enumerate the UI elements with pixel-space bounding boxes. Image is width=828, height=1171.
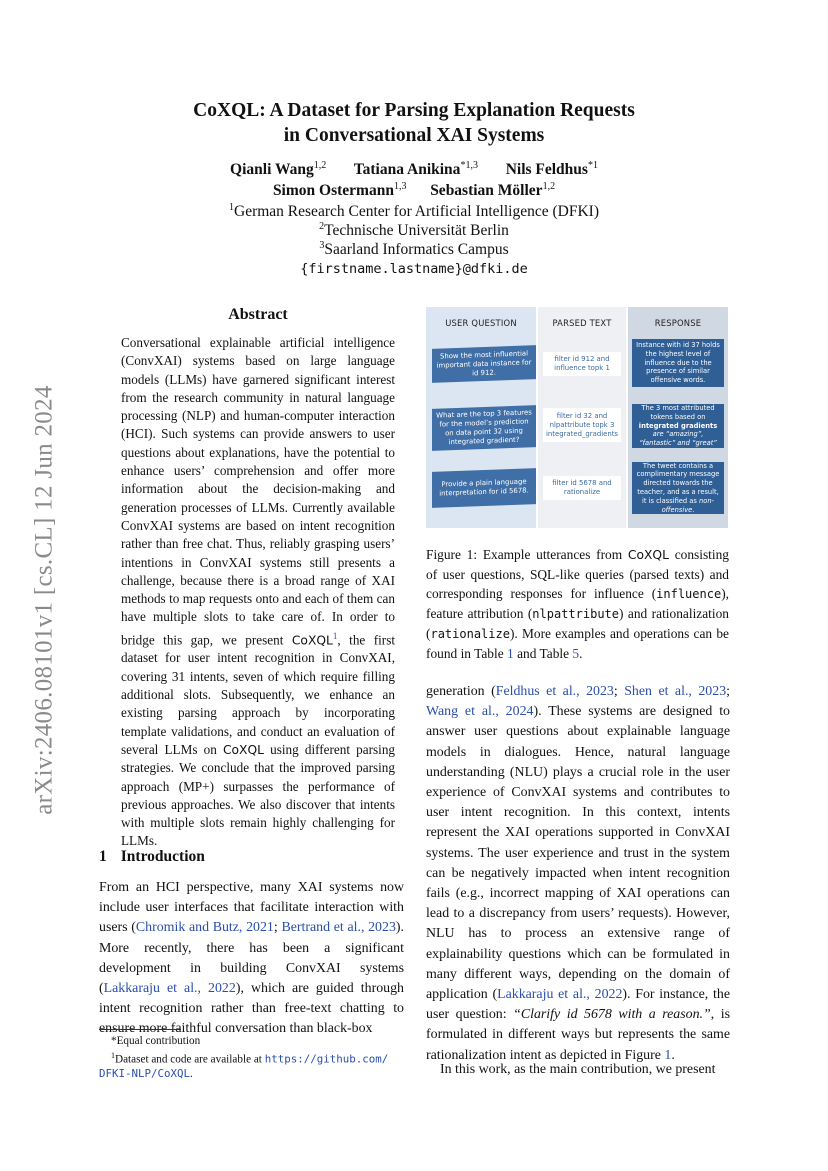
dataset-name: CoXQL xyxy=(627,548,669,562)
author-sup: *1 xyxy=(587,160,598,171)
figure-ref[interactable]: 1 xyxy=(664,1047,672,1063)
response-box: Instance with id 37 holds the highest level of influence due to the presence of similar offensive words. xyxy=(632,339,724,387)
affiliation-3: $^3$Saarland Informatics Campus xyxy=(319,240,509,259)
figure-1 xyxy=(426,307,728,528)
title-line-2: in Conversational XAI Systems xyxy=(283,125,545,146)
citation-link[interactable]: Chromik and Butz, 2021 xyxy=(135,920,274,936)
footnotes xyxy=(99,1034,409,1081)
question-box: Show the most influential important data instance for id 912. xyxy=(432,345,536,383)
author-name: Sebastian Möller xyxy=(430,182,543,200)
repo-link[interactable]: https://github.com/ xyxy=(264,1052,389,1066)
parsed-box: filter id 912 and influence topk 1 xyxy=(543,352,621,376)
author-name: Nils Feldhus xyxy=(505,161,588,179)
citation-link[interactable]: Feldhus et al., 2023 xyxy=(495,684,614,699)
intro-paragraph: From an HCI perspective, many XAI systems now include user interfaces that facilitate interaction with users (Chromik and Butz, 2021; Bertrand et al., 2023). More recently, there has been a significant development in building ConvXAI systems (Lakkaraju et al., 2022), which are guided through intent recognition rather than free-text chatting to ensure more faithful conversation than black-box xyxy=(99,880,405,1037)
arxiv-identifier-text: arXiv:2406.08101v1 [cs.CL] 12 Jun 2024 xyxy=(31,385,59,815)
affiliation-2: $^2$Technische Universität Berlin xyxy=(319,221,509,240)
citation-link[interactable]: Lakkaraju et al., 2022 xyxy=(103,981,236,997)
citation-link[interactable]: Wang et al., 2024 xyxy=(426,704,534,720)
author-line-2 xyxy=(100,181,728,200)
footnote-1: $^1$Dataset and code are available at https://github.com/ xyxy=(111,1050,389,1066)
citation-link[interactable]: Bertrand et al., 2023 xyxy=(281,920,396,936)
section-title: Introduction xyxy=(120,848,205,865)
citation-link[interactable]: Lakkaraju et al., 2022 xyxy=(497,987,623,1003)
citation-link[interactable]: Shen et al., 2023 xyxy=(624,684,727,699)
dataset-name: CoXQL xyxy=(291,633,333,648)
author-line-1 xyxy=(100,160,728,179)
author-email: {firstname.lastname}@dfki.de xyxy=(300,261,528,277)
response-header: RESPONSE xyxy=(654,318,702,328)
arxiv-identifier xyxy=(20,340,70,860)
response-box: The tweet contains a complimentary message directed towards the teacher, and as a result, it is classified as non-offensive. xyxy=(632,462,724,514)
table-ref[interactable]: 5 xyxy=(572,646,580,661)
author-name: Simon Ostermann xyxy=(272,182,394,200)
abstract-heading: Abstract xyxy=(228,306,288,323)
table-ref[interactable]: 1 xyxy=(507,646,514,661)
response-box: The 3 most attributed tokens based on integrated gradients are “amazing”, “fantastic” and “great” xyxy=(632,404,724,448)
footnote-ref[interactable]: 1 xyxy=(332,630,338,641)
question-box: What are the top 3 features for the model’s prediction on data point 32 using integrated gradient? xyxy=(432,405,536,451)
parsed-text-header: PARSED TEXT xyxy=(552,318,612,328)
figure-caption: Figure 1: Example utterances from CoXQL consisting of user questions, SQL-like queries (parsed texts) and corresponding responses for influence (influence), feature attribution (nlpattribute) and rationalization (rationalize). More examples and operations can be found in Table 1 and Table 5. xyxy=(426,547,730,661)
footnote-1-cont: DFKI-NLP/CoXQL. xyxy=(99,1066,193,1080)
right-column-paragraph: generation (Feldhus et al., 2023; Shen et al., 2023; Wang et al., 2024). These systems are designed to answer user questions about explainable language models in dialogues. Hence, natural language understanding (NLU) plays a crucial role in the user experience of ConvXAI systems and contributes to user intent recognition. In this context, intents represent the XAI operations supported in ConvXAI systems. The user experience and trust in the system can be negatively impacted when intent recognition fails (e.g., incorrect mapping of XAI operations can lead to a discrepancy from users’ requests). However, NLU has to process an extensive range of explainability questions which can be formulated in many different ways, depending on the domain of application (Lakkaraju et al., 2022). For instance, the user question: “Clarify id 5678 with a reason.”, is formulated in different ways but represents the same rationalization intent as depicted in Figure 1. xyxy=(426,684,730,1063)
paper-title xyxy=(100,98,728,148)
dataset-name: CoXQL xyxy=(222,742,265,757)
parsed-box: filter id 5678 and rationalize xyxy=(543,476,621,500)
author-name: Tatiana Anikina xyxy=(353,161,461,179)
right-column-paragraph-2: In this work, as the main contribution, we present xyxy=(440,1062,716,1077)
author-sup: 1,2 xyxy=(313,160,327,171)
abstract-text: Conversational explainable artificial intelligence (ConvXAI) systems based on large language models (LLMs) have garnered significant interest from the research community in natural language processing (NLP) and human-computer interaction (HCI). Such systems can provide answers to user questions about explanations, have the potential to enhance users’ comprehension and offer more information about the decision-making and generation processes of LLMs. Currently available ConvXAI systems are based on intent recognition rather than free chat. Thus, reliably grasping users’ intentions in ConvXAI systems still presents a challenge, because there is a broad range of XAI methods to map requests onto and each of them can have multiple slots to take care of. In order to bridge this gap, we present CoXQL$^1$, the first dataset for user intent recognition in ConvXAI, covering 31 intents, seven of which require filling additional slots. Subsequently, we enhance an existing parsing approach by incorporating template validations, and conduct an evaluation of several LLMs on CoXQL using different parsing strategies. We conclude that the improved parsing approach (MP+) surpasses the performance of previous approaches. We also discover that intents with multiple slots remain highly challenging for LLMs. xyxy=(121,335,396,849)
section-number: 1 xyxy=(99,848,107,865)
repo-link[interactable]: DFKI-NLP/CoXQL xyxy=(99,1066,191,1080)
affiliation-1: $^1$German Research Center for Artificial Intelligence (DFKI) xyxy=(229,202,599,221)
example-question: “Clarify id 5678 with a reason.” xyxy=(513,1007,711,1023)
author-sup: 1,2 xyxy=(542,181,556,192)
title-line-1: CoXQL: A Dataset for Parsing Explanation Requests xyxy=(193,100,635,121)
parsed-box: filter id 32 and nlpattribute topk 3 integrated_gradients xyxy=(543,408,621,442)
user-question-header: USER QUESTION xyxy=(445,318,517,328)
author-sup: 1,3 xyxy=(393,181,407,192)
author-sup: *1,3 xyxy=(460,160,478,171)
question-box: Provide a plain language interpretation for id 5678. xyxy=(432,468,536,508)
author-name: Qianli Wang xyxy=(230,161,314,179)
footnote-rule xyxy=(99,1029,181,1030)
footnote-equal: *Equal contribution xyxy=(111,1035,201,1047)
section-heading xyxy=(99,848,205,866)
